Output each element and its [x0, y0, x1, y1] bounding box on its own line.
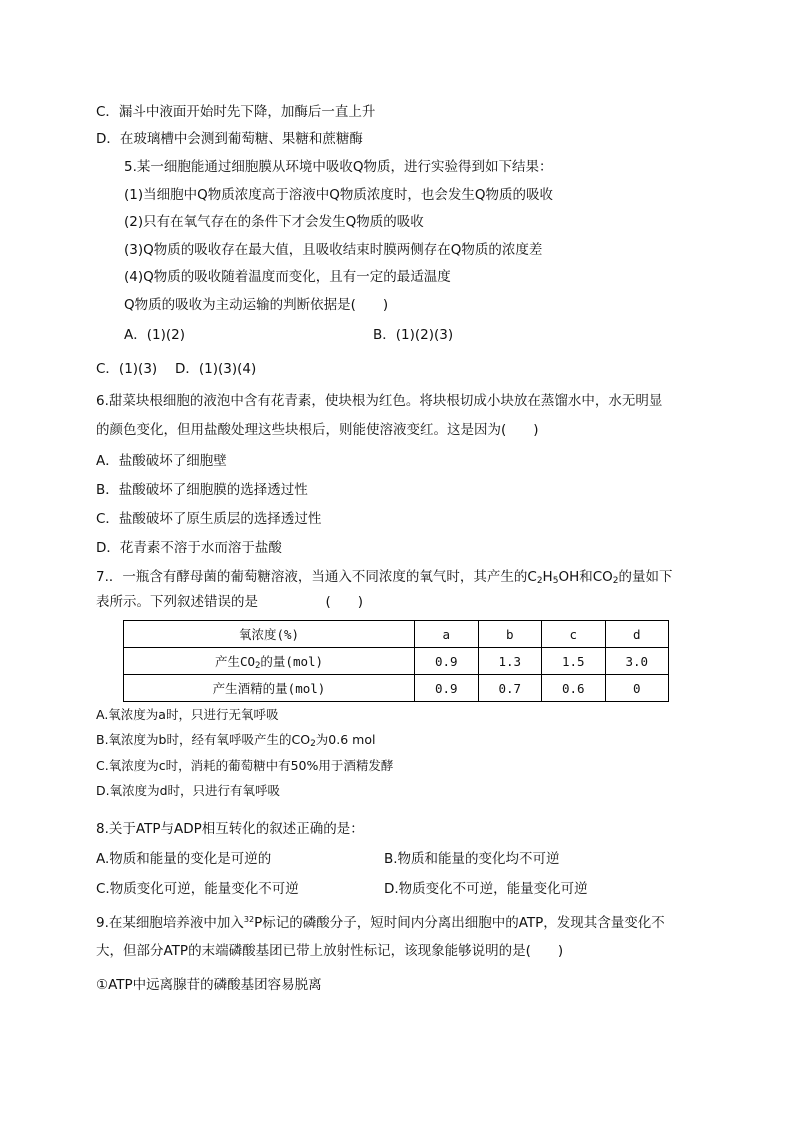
q5-stem: 5.某一细胞能通过细胞膜从环境中吸收Q物质，进行实验得到如下结果：: [124, 159, 553, 175]
table-header-cell: a: [415, 621, 479, 648]
q7-option-b: B.氧浓度为b时，经有氧呼吸产生的$CO_2$为0.6 mol: [96, 732, 376, 749]
q6-stem-line1: 6.甜菜块根细胞的液泡中含有花青素，使块根为红色。将块根切成小块放在蒸馏水中，水无明显: [96, 393, 663, 409]
q7-data-table: [123, 620, 669, 702]
table-header-cell: b: [478, 621, 542, 648]
q8-option-b: B.物质和能量的变化均不可逆: [384, 851, 560, 867]
q7-stem-line2: 表所示。下列叙述错误的是 ( ): [96, 594, 364, 610]
q5-question: Q物质的吸收为主动运输的判断依据是( ): [124, 297, 389, 313]
q5-condition-4: (4)Q物质的吸收随着温度而变化，且有一定的最适温度: [124, 269, 451, 285]
q9-item-1: ①ATP中远离腺苷的磷酸基团容易脱离: [96, 977, 322, 993]
table-cell: 1.5: [542, 648, 606, 675]
table-header-cell: d: [605, 621, 669, 648]
q5-option-cd: C．(1)(3) D．(1)(3)(4): [96, 361, 257, 377]
q6-option-c: C．盐酸破坏了原生质层的选择透过性: [96, 511, 322, 527]
q5-condition-1: (1)当细胞中Q物质浓度高于溶液中Q物质浓度时，也会发生Q物质的吸收: [124, 187, 553, 203]
q6-option-a: A．盐酸破坏了细胞壁: [96, 453, 227, 469]
q9-stem-line2: 大，但部分ATP的末端磷酸基团已带上放射性标记，该现象能够说明的是( ): [96, 943, 564, 959]
table-header-row: [124, 621, 669, 648]
table-row-label: 产生酒精的量(mol): [124, 675, 415, 702]
table-row-label: 产生$CO_2$的量(mol): [124, 648, 415, 675]
table-cell: 3.0: [605, 648, 669, 675]
table-header-cell: 氧浓度(%): [124, 621, 415, 648]
q5-condition-3: (3)Q物质的吸收存在最大值，且吸收结束时膜两侧存在Q物质的浓度差: [124, 242, 543, 258]
q6-option-d: D．花青素不溶于水而溶于盐酸: [96, 540, 282, 556]
q7-option-d: D.氧浓度为d时，只进行有氧呼吸: [96, 783, 281, 798]
q6-stem-line2: 的颜色变化，但用盐酸处理这些块根后，则能使溶液变红。这是因为( ): [96, 422, 539, 438]
q5-option-b: B．(1)(2)(3): [373, 327, 454, 343]
q8-option-d: D.物质变化不可逆，能量变化可逆: [384, 881, 588, 897]
q7-option-c: C.氧浓度为c时，消耗的葡萄糖中有50%用于酒精发酵: [96, 758, 394, 773]
table-cell: 1.3: [478, 648, 542, 675]
table-cell: 0: [605, 675, 669, 702]
table-cell: 0.6: [542, 675, 606, 702]
table-cell: 0.9: [415, 648, 479, 675]
q7-option-a: A.氧浓度为a时，只进行无氧呼吸: [96, 707, 279, 722]
table-row: [124, 648, 669, 675]
q8-stem: 8.关于ATP与ADP相互转化的叙述正确的是：: [96, 821, 364, 837]
q5-condition-2: (2)只有在氧气存在的条件下才会发生Q物质的吸收: [124, 214, 424, 230]
q9-stem-line1: 9.在某细胞培养液中加入$^{32}$P标记的磷酸分子，短时间内分离出细胞中的ATP，发现其含量变化不: [96, 915, 665, 931]
table-cell: 0.9: [415, 675, 479, 702]
q4-option-c: C．漏斗中液面开始时先下降，加酶后一直上升: [96, 104, 376, 120]
table-cell: 0.7: [478, 675, 542, 702]
q4-option-d: D．在玻璃槽中会测到葡萄糖、果糖和蔗糖酶: [96, 131, 363, 147]
table-row: [124, 675, 669, 702]
q6-option-b: B．盐酸破坏了细胞膜的选择透过性: [96, 482, 308, 498]
q8-option-c: C.物质变化可逆，能量变化不可逆: [96, 881, 299, 897]
q7-stem-line1: 7.．一瓶含有酵母菌的葡萄糖溶液，当通入不同浓度的氧气时，其产生的$C_2H_5OH$和$CO_2$的量如下: [96, 569, 673, 586]
table-header-cell: c: [542, 621, 606, 648]
q5-option-a: A．(1)(2): [124, 327, 185, 343]
q8-option-a: A.物质和能量的变化是可逆的: [96, 851, 272, 867]
